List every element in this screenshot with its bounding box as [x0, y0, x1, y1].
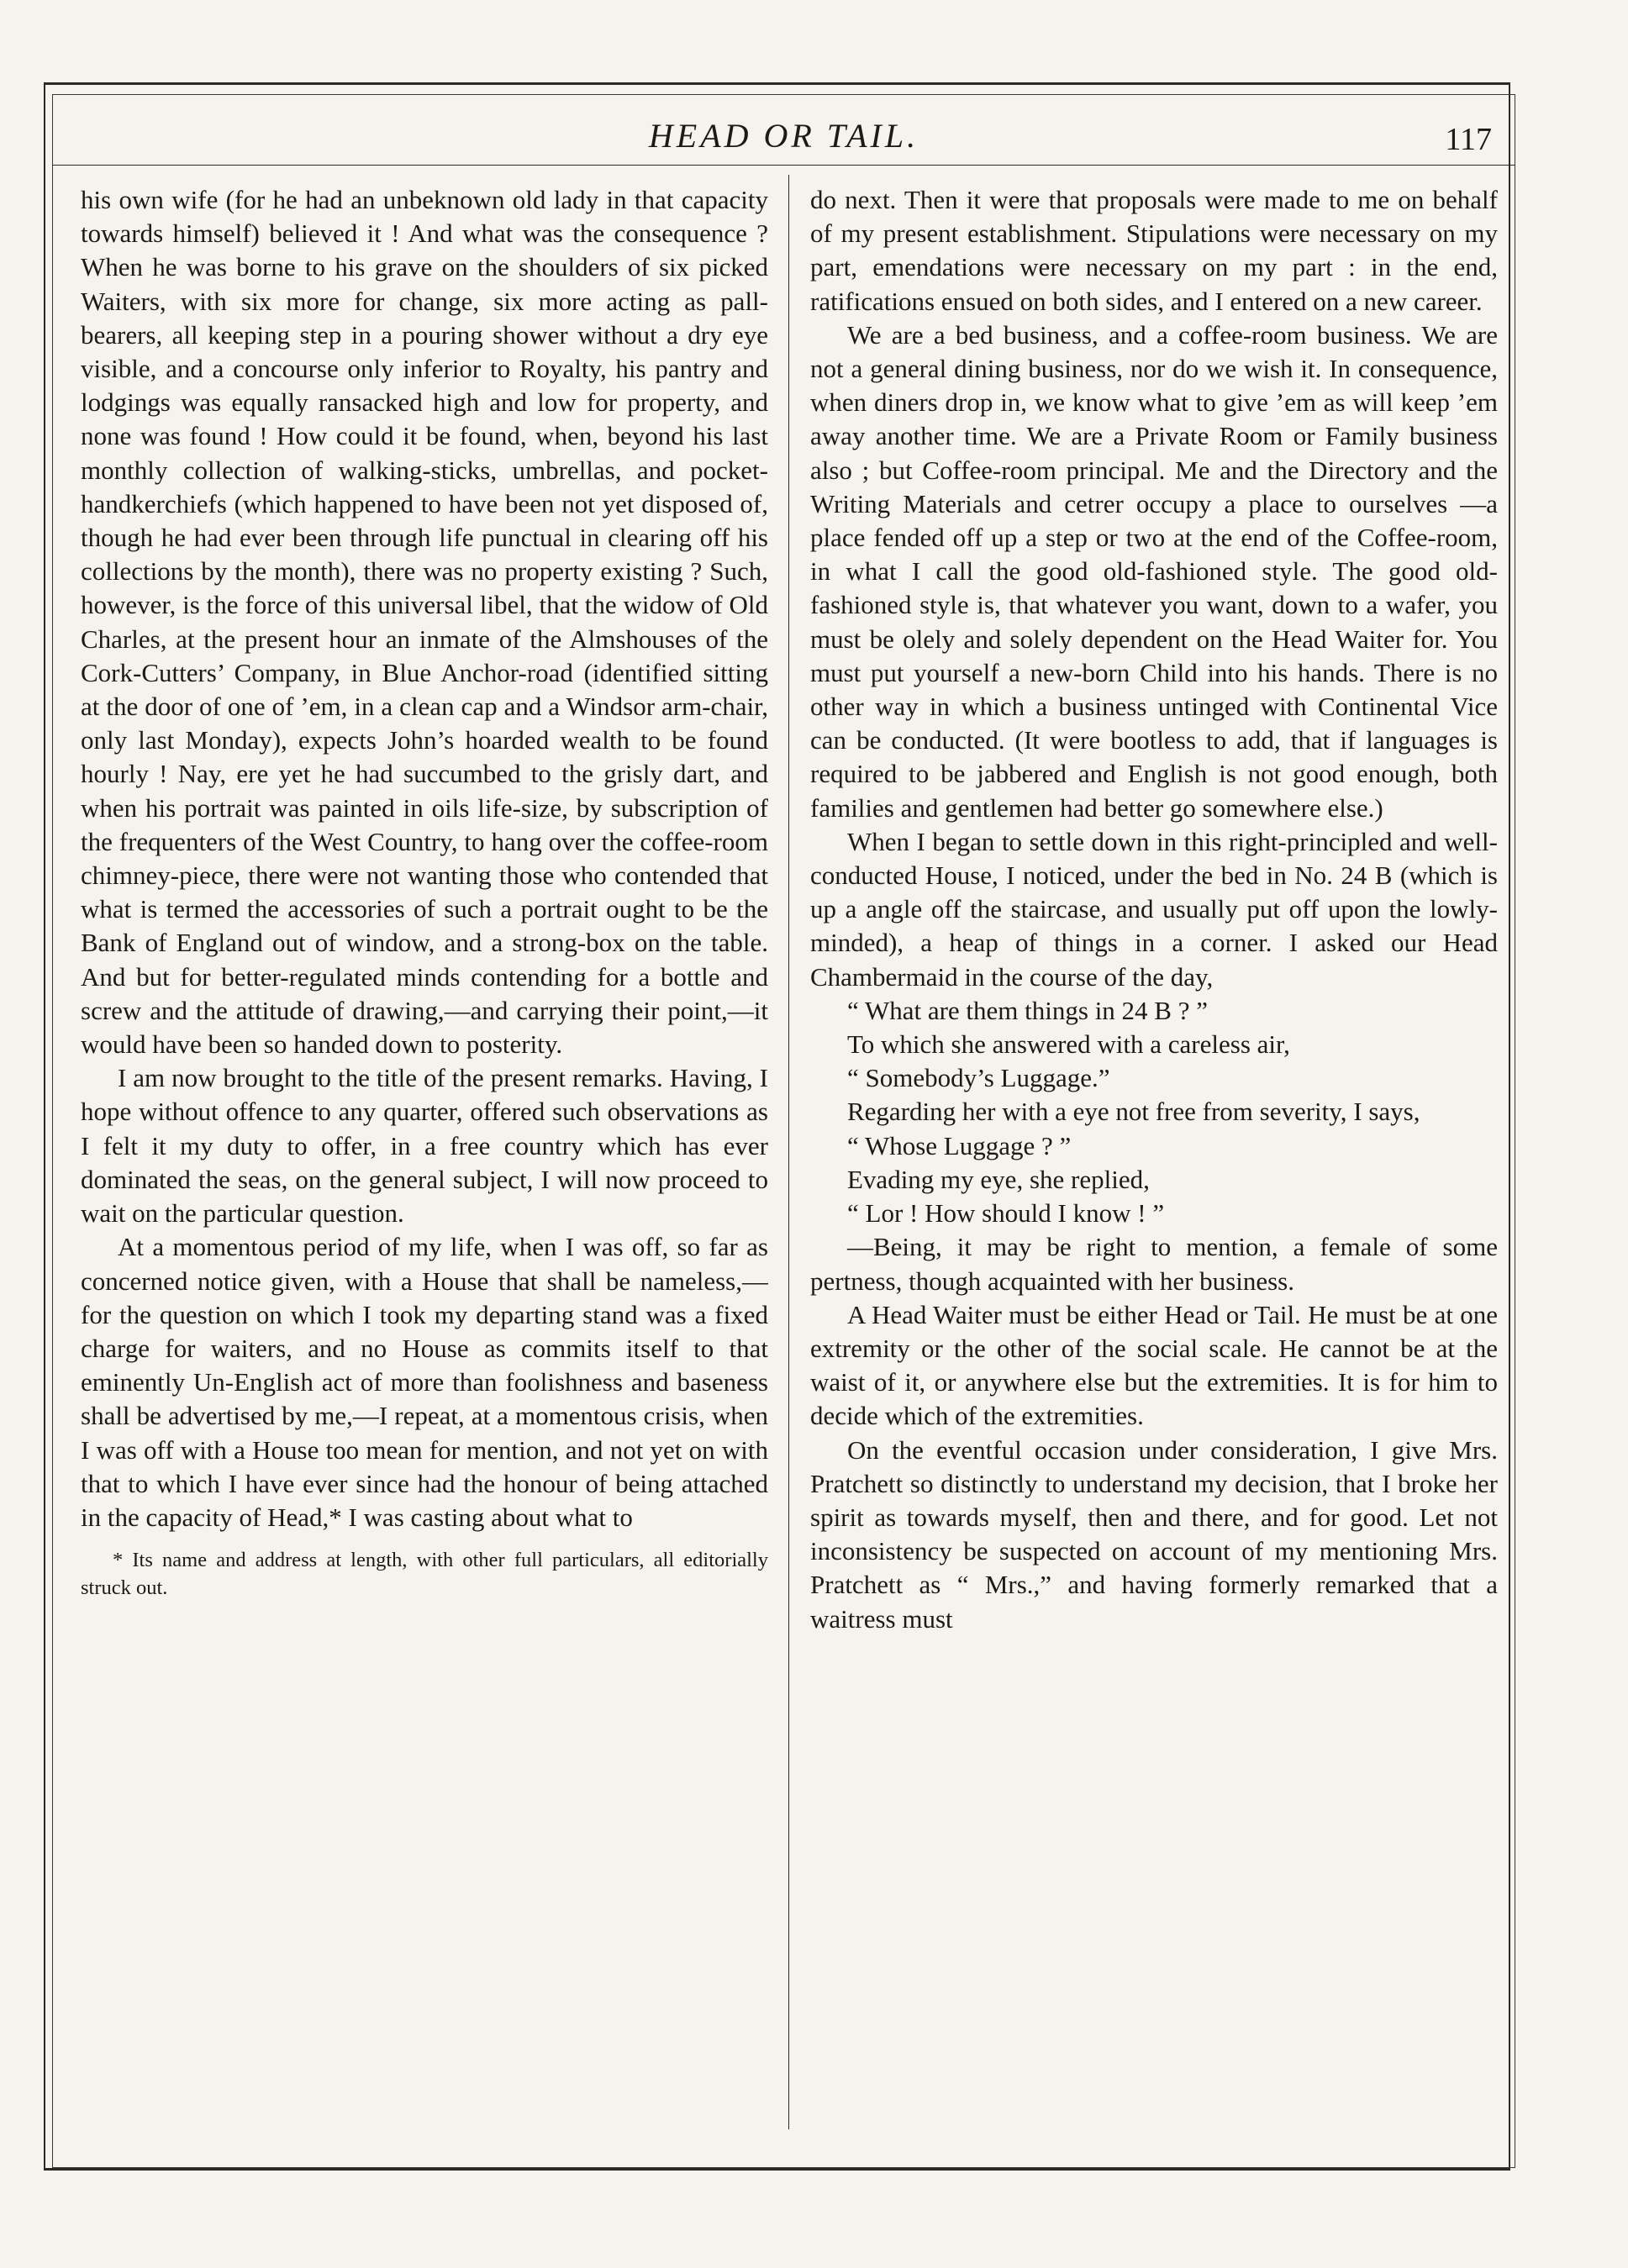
paragraph: Evading my eye, she replied,: [847, 1164, 1150, 1194]
paragraph: his own wife (for he had an unbeknown old lady in that capacity towards himself) believed it ! And what was the consequence ? When he was borne to his grave on the shoulders of six picked Waiters, with six more for change, six more acting as pall-bearers, all keeping step in a pouring shower without a dry eye visible, and a concourse only inferior to Royalty, his pantry and lodgings was equally ransacked high and low for property, and none was found ! How could it be found, when, beyond his last monthly collection of walking-sticks, umbrellas, and pocket-handkerchiefs (which happened to have been not yet disposed of, though he had ever been through life punctual in clearing off his collections by the month), there was no property existing ? Such, however, is the force of this universal libel, that the widow of Old Charles, at the present hour an inmate of the Almshouses of the Cork-Cutters’ Company, in Blue Anchor-road (identified sitting at the door of one of ’em, in a clean cap and a Windsor arm-chair, only last Monday), expects John’s hoarded wealth to be found hourly ! Nay, ere yet he had succumbed to the grisly dart, and when his portrait was painted in oils life-size, by subscription of the frequenters of the West Country, to hang over the coffee-room chimney-piece, there were not wanting those who contended that what is termed the accessories of such a portrait ought to be the Bank of England out of window, and a strong-box on the table. And but for better-regulated minds contending for a bottle and screw and the attitude of drawing,—and carrying their point,—it would have been so handed down to posterity.: [81, 185, 768, 1060]
paragraph: When I began to settle down in this right-principled and well-conducted House, I noticed, under the bed in No. 24 B (which is up a angle off the staircase, and usually put off upon the lowly-minded), a heap of things in a corner. I asked our Head Chambermaid in the course of the day,: [810, 826, 1498, 992]
paragraph: On the eventful occasion under consideration, I give Mrs. Pratchett so distinctly to understand my decision, that I broke her spirit as towards myself, then and there, and for good. Let not inconsistency be suspected on account of my mentioning Mrs. Pratchett as “ Mrs.,” and having formerly remarked that a waitress must: [810, 1434, 1498, 1634]
right-column: [810, 183, 1498, 2116]
page-number: 117: [1445, 122, 1492, 157]
dialogue-line: “ Somebody’s Luggage.”: [847, 1063, 1110, 1093]
left-column: [81, 183, 768, 2116]
paragraph: do next. Then it were that proposals were made to me on behalf of my present establishment. Stipulations were necessary on my part, emendations were necessary on my part : in the end, ratifications ensued on both sides, and I entered on a new career.: [810, 185, 1498, 316]
header-rule: [52, 165, 1515, 166]
dialogue-line: “ What are them things in 24 B ? ”: [847, 995, 1209, 1025]
dialogue-line: “ Lor ! How should I know ! ”: [847, 1198, 1165, 1229]
paragraph: Regarding her with a eye not free from severity, I says,: [847, 1097, 1420, 1127]
page-header: [52, 109, 1515, 160]
paragraph: —Being, it may be right to mention, a female of some pertness, though acquainted with her business.: [810, 1232, 1498, 1296]
running-title: HEAD OR TAIL.: [648, 117, 919, 155]
footnote: * Its name and address at length, with other full particulars, all editorially struck out.: [81, 1549, 768, 1600]
paragraph: We are a bed business, and a coffee-room business. We are not a general dining business, nor do we wish it. In consequence, when diners drop in, we know what to give ’em as will keep ’em away another time. We are a Private Room or Family business also ; but Coffee-room principal. Me and the Directory and the Writing Materials and cetrer occupy a place to ourselves —a place fended off up a step or two at the end of the Coffee-room, in what I call the good old-fashioned style. The good old-fashioned style is, that whatever you want, down to a wafer, you must be olely and solely dependent on the Head Waiter for. You must put yourself a new-born Child into his hands. There is no other way in which a business untinged with Continental Vice can be conducted. (It were bootless to add, that if languages is required to be jabbered and English is not good enough, both families and gentlemen had better go somewhere else.): [810, 319, 1498, 823]
paragraph: At a momentous period of my life, when I was off, so far as concerned notice given, with a House that shall be nameless,—for the question on which I took my departing stand was a fixed charge for waiters, and no House as commits itself to that eminently Un-English act of more than foolishness and baseness shall be advertised by me,—I repeat, at a momentous crisis, when I was off with a House too mean for mention, and not yet on with that to which I have ever since had the honour of being attached in the capacity of Head,* I was casting about what to: [81, 1232, 768, 1532]
dialogue-line: “ Whose Luggage ? ”: [847, 1130, 1072, 1160]
paragraph: I am now brought to the title of the present remarks. Having, I hope without offence to any quarter, offered such observations as I felt it my duty to offer, in a free country which has ever dominated the seas, on the general subject, I will now proceed to wait on the particular question.: [81, 1063, 768, 1229]
column-divider: [788, 175, 789, 2129]
paragraph: A Head Waiter must be either Head or Tail. He must be at one extremity or the other of the social scale. He cannot be at the waist of it, or anywhere else but the extremities. It is for him to decide which of the extremities.: [810, 1299, 1498, 1431]
paragraph: To which she answered with a careless air,: [847, 1029, 1290, 1060]
